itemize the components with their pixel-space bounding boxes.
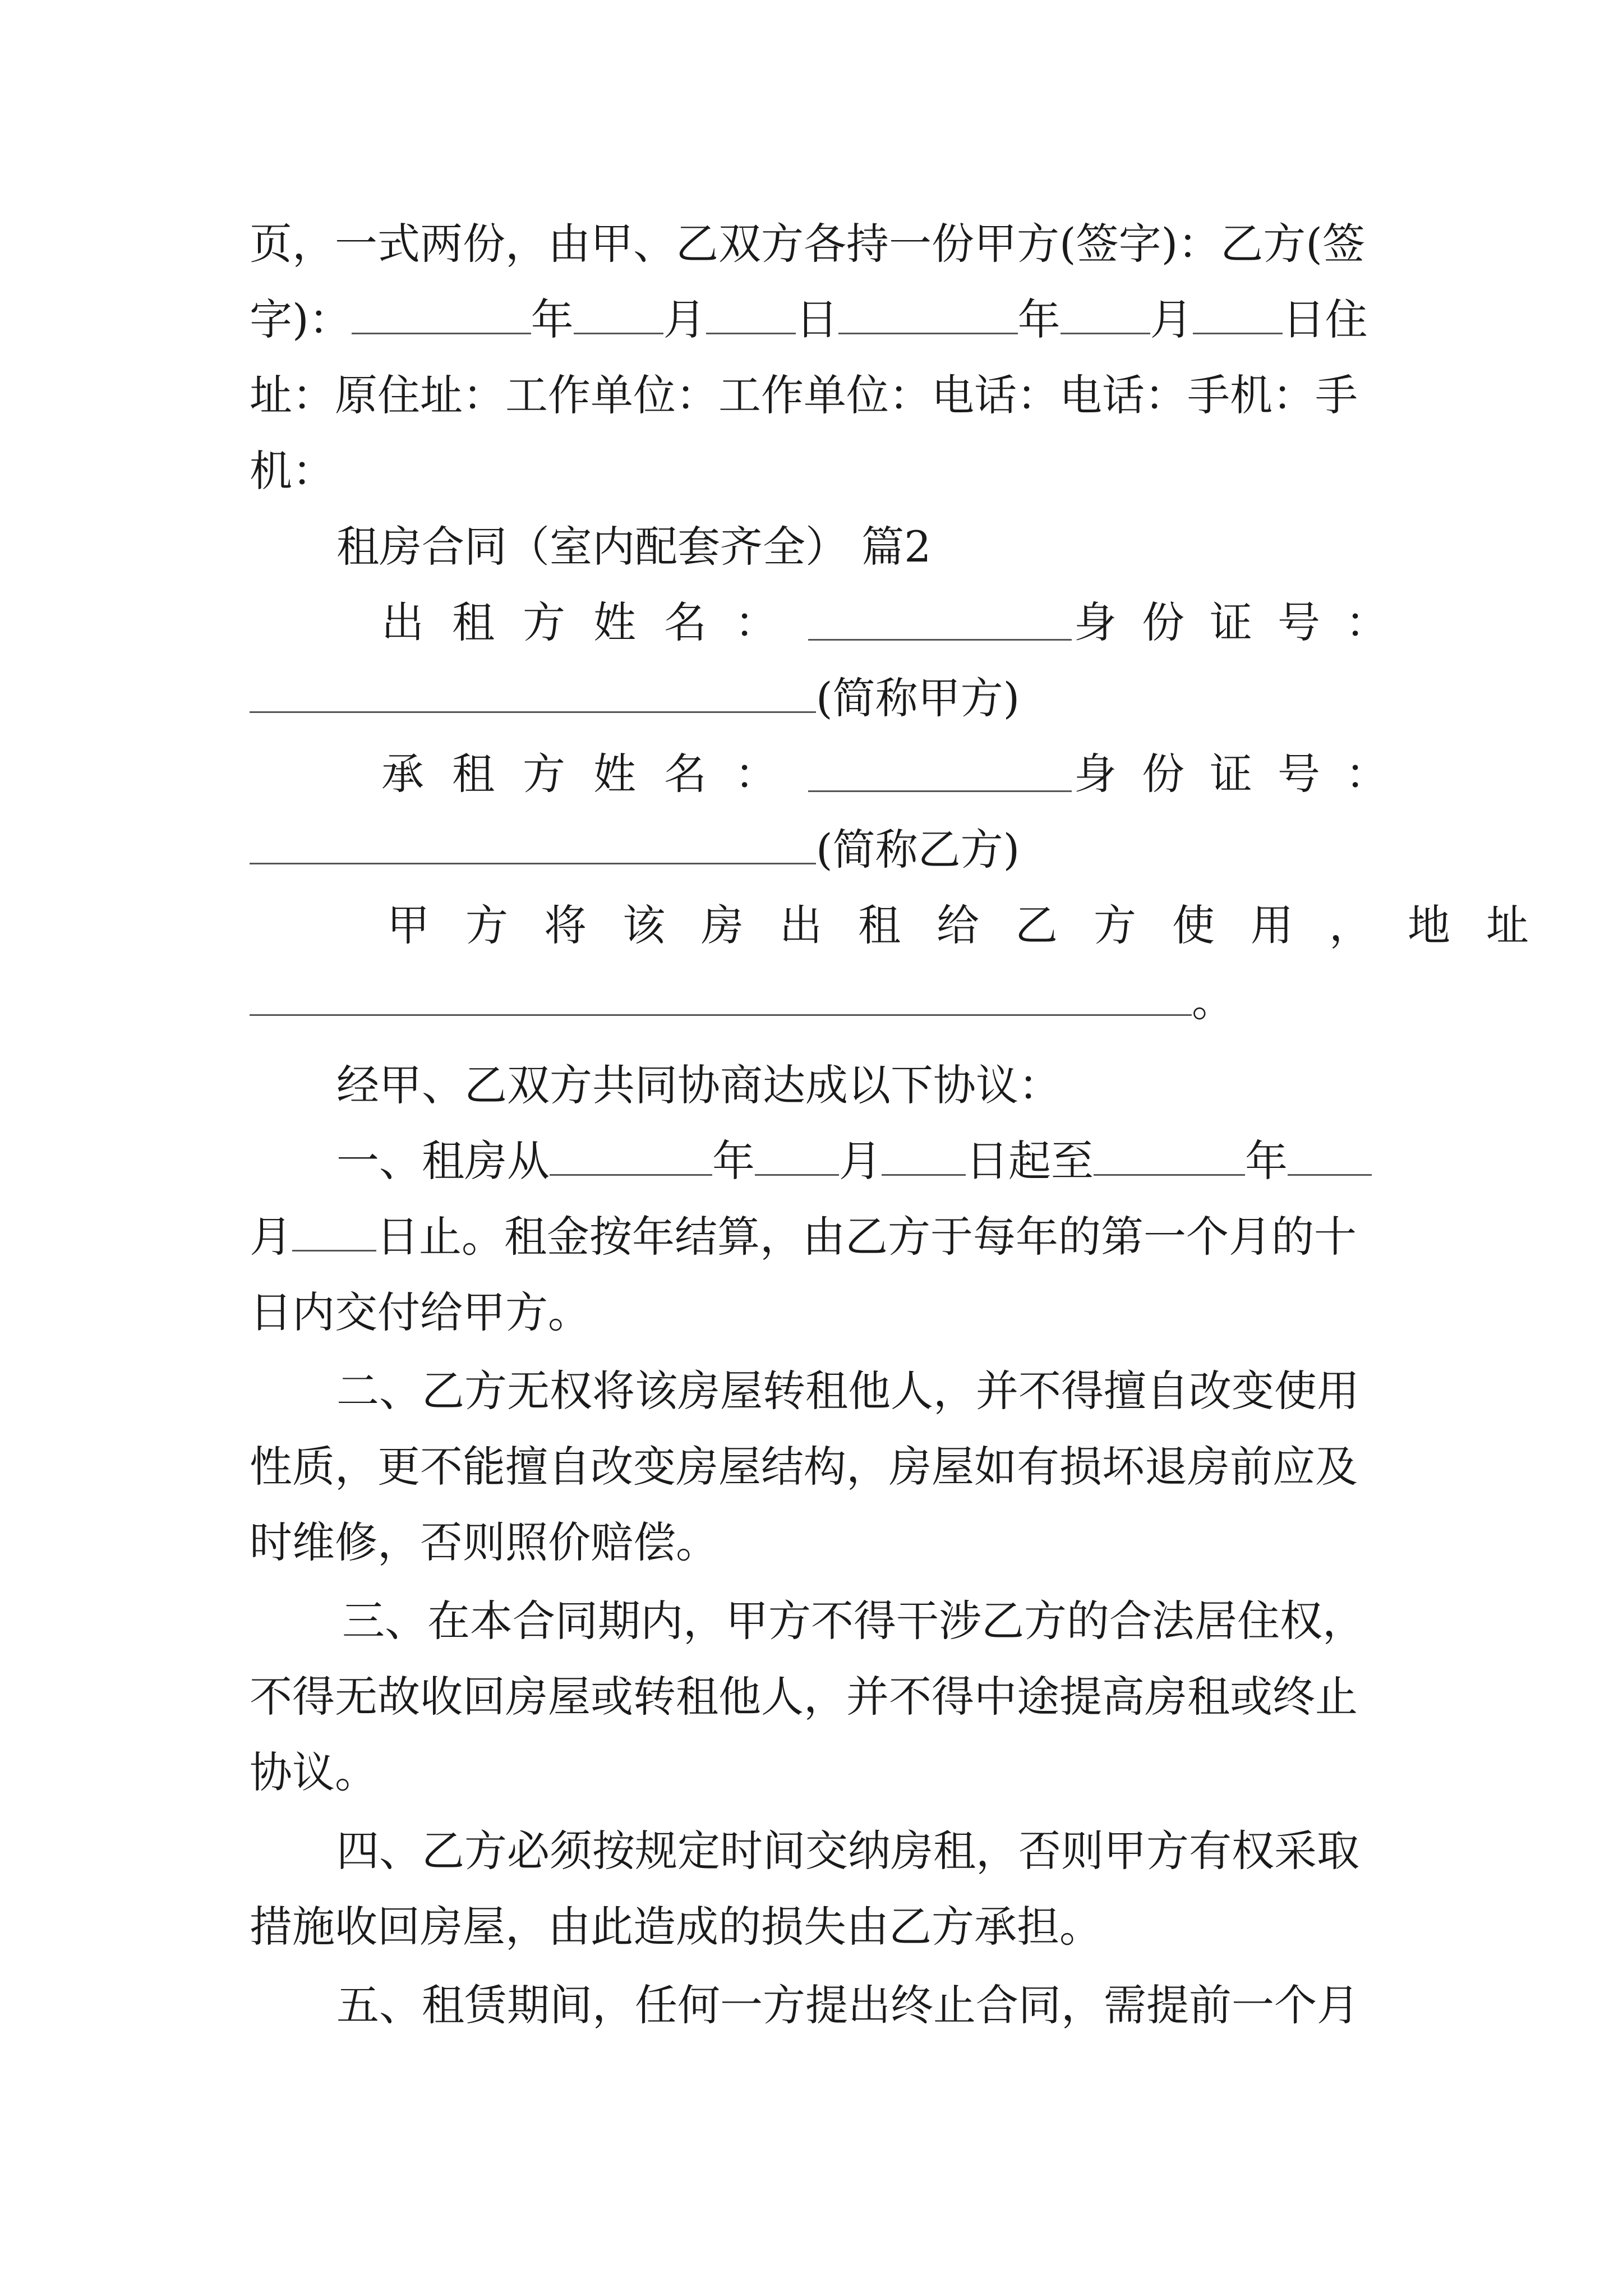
lessee-id-row: (简称乙方) [250, 816, 1388, 884]
clause-1-line-3: 日内交付给甲方。 [250, 1287, 591, 1337]
lessee-name-row: 承租方姓名： 身份证号： [381, 749, 1413, 799]
signature-date-line: 字)： 年 月 日 年 月 日住 [250, 295, 1368, 344]
clause-4-line-1: 四、乙方必须按规定时间交纳房租，否则甲方有权采取 [336, 1826, 1359, 1876]
agreement-intro: 经甲、乙双方共同协商达成以下协议： [336, 1060, 1061, 1110]
clause-3-line-2: 不得无故收回房屋或转租他人，并不得中途提高房租或终止 [250, 1672, 1358, 1722]
address-line: 甲方将该房出租给乙方使用，地址 [387, 900, 1565, 950]
lessor-name-row: 出租方姓名： 身份证号： [381, 597, 1413, 647]
clause-3-line-1: 三、在本合同期内，甲方不得干涉乙方的合法居住权， [342, 1596, 1365, 1646]
text-line: 机： [250, 446, 335, 496]
text-line: 页，一式两份，由甲、乙双方各持一份甲方(签字)：乙方(签 [250, 219, 1365, 269]
clause-2-line-2: 性质，更不能擅自改变房屋结构，房屋如有损坏退房前应及 [250, 1442, 1358, 1492]
clause-4-line-2: 措施收回房屋，由此造成的损失由乙方承担。 [250, 1902, 1102, 1952]
address-blank-line: 。 [250, 968, 1388, 1035]
clause-2-line-3: 时维修，否则照价赔偿。 [250, 1517, 718, 1567]
section-title: 租房合同（室内配套齐全） 篇2 [336, 522, 932, 572]
clause-3-line-3: 协议。 [250, 1747, 377, 1797]
clause-1-line-1: 一、租房从 年 月 日起至 年 [336, 1128, 1388, 1195]
clause-1-line-2: 月 日止。租金按年结算，由乙方于每年的第一个月的十 [250, 1212, 1357, 1262]
lessor-id-row: (简称甲方) [250, 665, 1388, 732]
clause-2-line-1: 二、乙方无权将该房屋转租他人，并不得擅自改变使用 [336, 1366, 1359, 1416]
clause-5-line-1: 五、租赁期间，任何一方提出终止合同，需提前一个月 [336, 1980, 1359, 2030]
text-line: 址：原住址：工作单位：工作单位：电话：电话：手机：手 [250, 370, 1358, 420]
